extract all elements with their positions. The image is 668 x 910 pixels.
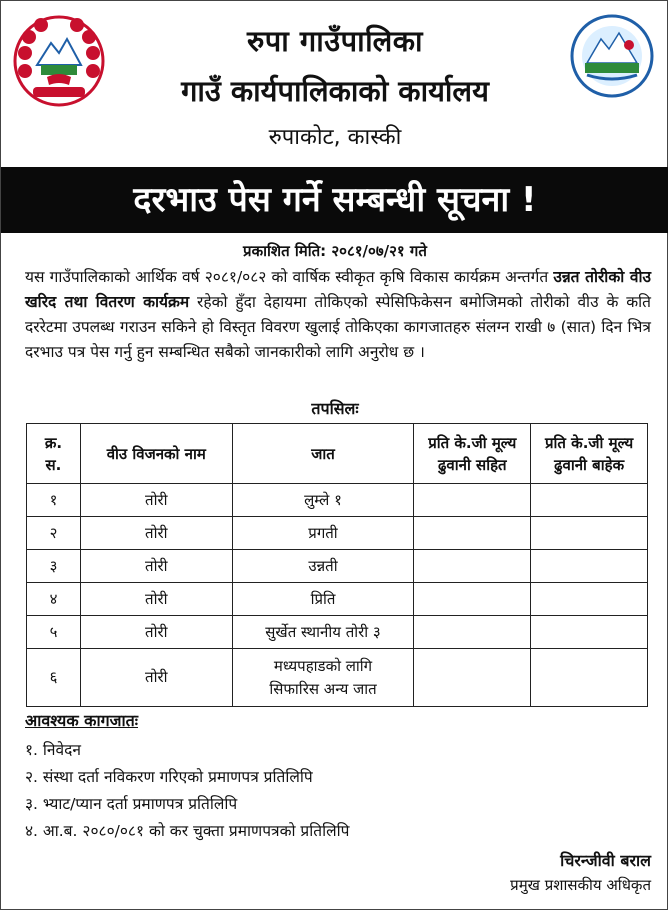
seed-table [26, 423, 648, 707]
cell-sn: ४ [27, 583, 81, 616]
cell-variety: मध्यपहाडको लागि सिफारिस अन्य जात [232, 649, 414, 707]
cell-sn: १ [27, 484, 81, 517]
office-name: गाउँ कार्यपालिकाको कार्यालय [181, 74, 489, 108]
cell-variety: प्रिति [232, 583, 414, 616]
table-row [27, 583, 648, 616]
cell-price-with [414, 583, 531, 616]
cell-price-with [414, 484, 531, 517]
cell-price-with [414, 550, 531, 583]
cell-price-with [414, 616, 531, 649]
header-price-without: प्रति के.जी मूल्य ढुवानी बाहेक [531, 424, 648, 484]
municipality-name: रुपा गाउँपालिका [246, 24, 424, 58]
table-row [27, 550, 648, 583]
header-sn: क्र. स. [27, 424, 81, 484]
cell-sn: २ [27, 517, 81, 550]
cell-price-without [531, 583, 648, 616]
cell-variety: उन्नती [232, 550, 414, 583]
table-row [27, 649, 648, 707]
header-variety: जात [232, 424, 414, 484]
documents-title: आवश्यक कागजातः [25, 711, 138, 730]
table-header-row [27, 424, 648, 484]
rupa-municipality-logo-icon [569, 13, 655, 99]
header-name: वीउ विजनको नाम [80, 424, 232, 484]
header [1, 1, 668, 167]
cell-name: तोरी [80, 583, 232, 616]
paragraph-text: रहेको हुँदा देहायमा तोकिएको स्पेसिफिकेसन बमोजिमको तोरीको वीउ के कति दररेटमा उपलब्ध गराउन सकिने हो विस्तृत विवरण खुलाई तोकिएका कागजातहरु संलग्न राखी ७ (सात) दिन भित्र दरभाउ पत्र पेस गर्नु हुन सम्बन्धित सबैको जानकारीको लागि अनुरोध छ । [25, 293, 651, 361]
cell-price-without [531, 484, 648, 517]
list-title: तपसिलः [311, 399, 359, 418]
list-item: ३. भ्याट/प्यान दर्ता प्रमाणपत्र प्रतिलिपि [25, 795, 238, 813]
cell-sn: ६ [27, 649, 81, 707]
notice-paragraph [25, 265, 651, 365]
table-row [27, 616, 648, 649]
cell-name: तोरी [80, 550, 232, 583]
cell-name: तोरी [80, 616, 232, 649]
documents-list [25, 737, 625, 845]
cell-variety: सुर्खेत स्थानीय तोरी ३ [232, 616, 414, 649]
table-row [27, 517, 648, 550]
cell-name: तोरी [80, 484, 232, 517]
cell-price-without [531, 517, 648, 550]
office-address: रुपाकोट, कास्की [268, 125, 402, 150]
published-date: प्रकाशित मिति: २०८१/०७/२१ गते [243, 242, 427, 260]
cell-price-without [531, 649, 648, 707]
cell-variety: लुम्ले १ [232, 484, 414, 517]
cell-name: तोरी [80, 517, 232, 550]
notice-banner: दरभाउ पेस गर्ने सम्बन्धी सूचना ! [1, 167, 668, 233]
list-item: ४. आ.ब. २०८०/०८१ को कर चुक्ता प्रमाणपत्रको प्रतिलिपि [25, 822, 350, 840]
cell-name: तोरी [80, 649, 232, 707]
header-price-with: प्रति के.जी मूल्य ढुवानी सहित [414, 424, 531, 484]
list-item: २. संस्था दर्ता नविकरण गरिएको प्रमाणपत्र प्रतिलिपि [25, 768, 313, 786]
cell-sn: ३ [27, 550, 81, 583]
cell-price-without [531, 550, 648, 583]
cell-price-without [531, 616, 648, 649]
signatory-name: चिरन्जीवी बराल [560, 851, 651, 870]
table-row [27, 484, 648, 517]
cell-sn: ५ [27, 616, 81, 649]
cell-price-with [414, 649, 531, 707]
paragraph-text: यस गाउँपालिकाको आर्थिक वर्ष २०८१/०८२ को वार्षिक स्वीकृत कृषि विकास कार्यक्रम अन्तर्गत [25, 268, 554, 286]
list-item: १. निवेदन [25, 741, 81, 759]
signatory-title: प्रमुख प्रशासकीय अधिकृत [510, 876, 651, 894]
cell-price-with [414, 517, 531, 550]
cell-variety: प्रगती [232, 517, 414, 550]
program-name: उन्नत तोरीको वीउ खरिद तथा वितरण कार्यक्रम [25, 268, 651, 311]
